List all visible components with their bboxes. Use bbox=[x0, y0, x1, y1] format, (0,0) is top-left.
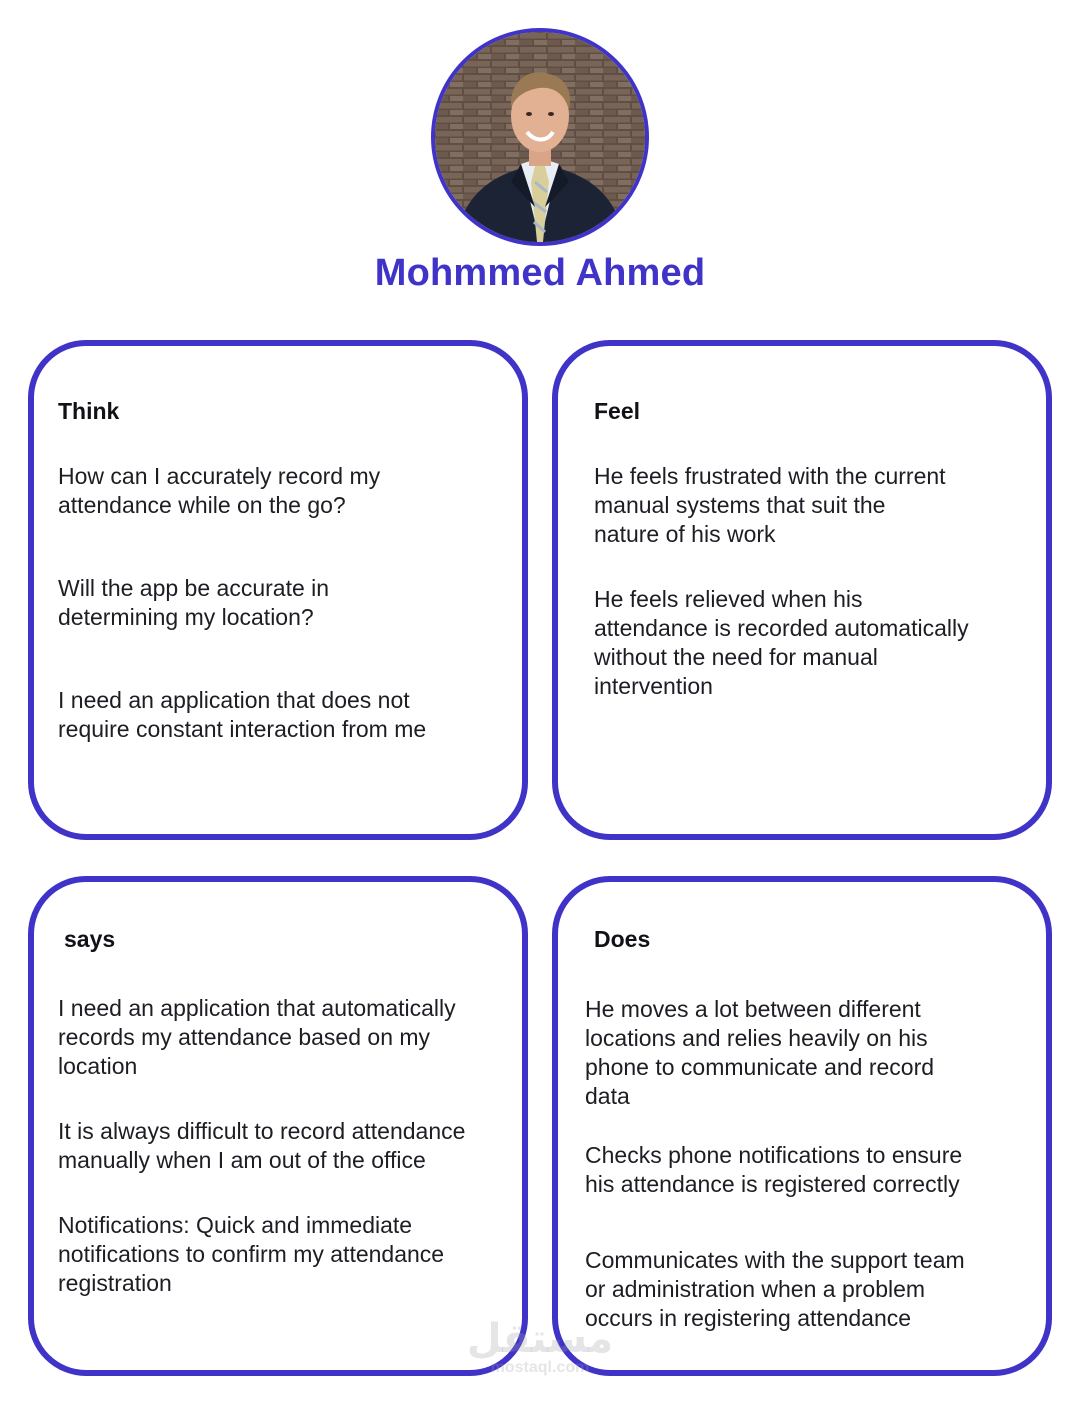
feel-item-2: He feels relieved when his attendance is recorded automatically without the need for manual intervention bbox=[594, 586, 969, 699]
mostaql-watermark bbox=[460, 1318, 620, 1376]
says-item-2: It is always difficult to record attendance manually when I am out of the office bbox=[58, 1118, 466, 1173]
does-item-3: Communicates with the support team or administration when a problem occurs in registering attendance bbox=[585, 1247, 965, 1331]
says-item-1: I need an application that automatically records my attendance based on my location bbox=[58, 995, 456, 1079]
feel-item-1: He feels frustrated with the current manual systems that suit the nature of his work bbox=[594, 463, 946, 547]
says-card bbox=[28, 876, 528, 1376]
think-item-2: Will the app be accurate in determining my location? bbox=[58, 575, 330, 630]
think-card bbox=[28, 340, 528, 840]
does-item-1: He moves a lot between different locations and relies heavily on his phone to communicate and record data bbox=[585, 996, 935, 1109]
says-item-3: Notifications: Quick and immediate notifications to confirm my attendance registration bbox=[58, 1212, 445, 1296]
persona-avatar bbox=[431, 28, 649, 246]
feel-card bbox=[552, 340, 1052, 840]
think-item-3: I need an application that does not require constant interaction from me bbox=[58, 687, 427, 742]
watermark-arabic: مستقل bbox=[466, 1317, 614, 1361]
think-item-1: How can I accurately record my attendance while on the go? bbox=[58, 463, 381, 518]
says-title: says bbox=[64, 926, 116, 952]
persona-name: Mohmmed Ahmed bbox=[374, 252, 706, 294]
does-card bbox=[552, 876, 1052, 1376]
person-photo-icon bbox=[435, 32, 645, 242]
feel-title: Feel bbox=[594, 398, 641, 424]
watermark-latin: mostaql.com bbox=[490, 1359, 590, 1376]
does-item-2: Checks phone notifications to ensure his attendance is registered correctly bbox=[585, 1142, 963, 1197]
does-title: Does bbox=[594, 926, 651, 952]
think-title: Think bbox=[58, 398, 120, 424]
